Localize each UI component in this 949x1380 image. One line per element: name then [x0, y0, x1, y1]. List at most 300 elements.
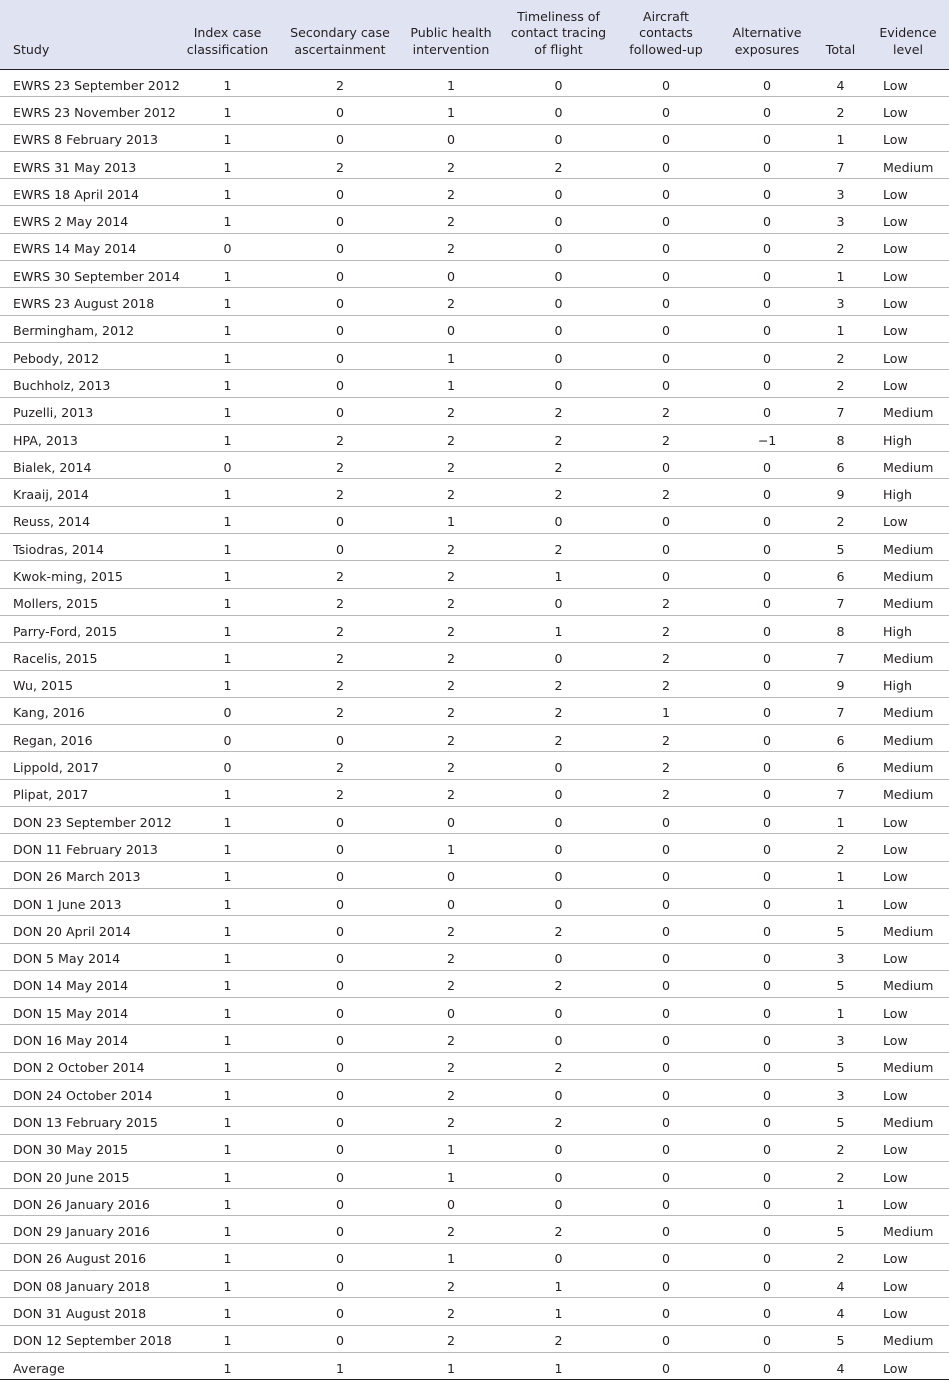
cell-study: Regan, 2016 — [13, 732, 93, 748]
cell-study: EWRS 2 May 2014 — [13, 214, 129, 230]
cell-total: 2 — [836, 841, 845, 857]
cell-secondary-case: 0 — [335, 323, 344, 339]
cell-public-health: 1 — [446, 1251, 455, 1267]
cell-evidence-level: Medium — [883, 787, 934, 803]
table-row — [0, 1161, 949, 1188]
cell-total: 1 — [836, 1005, 845, 1021]
cell-timeliness: 1 — [554, 568, 563, 584]
cell-total: 5 — [836, 541, 845, 557]
cell-timeliness: 0 — [554, 186, 563, 202]
cell-total: 2 — [836, 514, 845, 530]
cell-total: 4 — [836, 1278, 845, 1294]
cell-alternative-exposures: 0 — [762, 814, 771, 830]
cell-alternative-exposures: 0 — [762, 241, 771, 257]
cell-index-case: 1 — [223, 1360, 232, 1376]
cell-alternative-exposures: 0 — [762, 350, 771, 366]
cell-alternative-exposures: 0 — [762, 1033, 771, 1049]
cell-evidence-level: Low — [883, 869, 908, 885]
cell-study: Kwok-ming, 2015 — [13, 568, 123, 584]
cell-alternative-exposures: 0 — [762, 77, 771, 93]
cell-total: 1 — [836, 896, 845, 912]
cell-evidence-level: Medium — [883, 1224, 934, 1240]
cell-public-health: 1 — [446, 1169, 455, 1185]
cell-secondary-case: 0 — [335, 241, 344, 257]
cell-aircraft-contacts: 0 — [661, 514, 670, 530]
cell-study: DON 16 May 2014 — [13, 1033, 129, 1049]
cell-aircraft-contacts: 1 — [661, 705, 670, 721]
cell-alternative-exposures: 0 — [762, 1087, 771, 1103]
cell-total: 7 — [836, 705, 845, 721]
cell-timeliness: 0 — [554, 1005, 563, 1021]
cell-index-case: 1 — [223, 350, 232, 366]
cell-index-case: 1 — [223, 377, 232, 393]
cell-aircraft-contacts: 0 — [661, 459, 670, 475]
cell-total: 4 — [836, 1306, 845, 1321]
cell-alternative-exposures: −1 — [757, 432, 777, 448]
cell-total: 9 — [836, 678, 845, 694]
cell-secondary-case: 0 — [335, 1333, 344, 1349]
cell-timeliness: 1 — [554, 1306, 563, 1321]
cell-total: 1 — [836, 814, 845, 830]
cell-study: Lippold, 2017 — [13, 760, 99, 776]
cell-secondary-case: 0 — [335, 1142, 344, 1158]
cell-evidence-level: Low — [883, 214, 908, 230]
cell-aircraft-contacts: 2 — [661, 732, 670, 748]
cell-total: 3 — [836, 1033, 845, 1049]
cell-secondary-case: 2 — [335, 623, 344, 639]
cell-timeliness: 0 — [554, 760, 563, 776]
table-row — [0, 888, 949, 915]
cell-secondary-case: 0 — [335, 1224, 344, 1240]
cell-index-case: 1 — [223, 1278, 232, 1294]
cell-total: 5 — [836, 1333, 845, 1349]
cell-total: 1 — [836, 1196, 845, 1212]
cell-alternative-exposures: 0 — [762, 1306, 771, 1321]
cell-alternative-exposures: 0 — [762, 132, 771, 148]
cell-secondary-case: 2 — [335, 432, 344, 448]
cell-timeliness: 1 — [554, 1278, 563, 1294]
cell-study: EWRS 8 February 2013 — [13, 132, 159, 148]
cell-index-case: 1 — [223, 678, 232, 694]
cell-timeliness: 2 — [554, 459, 563, 475]
cell-evidence-level: Low — [883, 377, 908, 393]
cell-evidence-level: Medium — [883, 650, 934, 666]
cell-alternative-exposures: 0 — [762, 705, 771, 721]
cell-index-case: 1 — [223, 1306, 232, 1321]
cell-evidence-level: Low — [883, 1306, 908, 1321]
cell-study: EWRS 14 May 2014 — [13, 241, 137, 257]
table-row — [0, 342, 949, 369]
cell-public-health: 1 — [446, 841, 455, 857]
cell-aircraft-contacts: 0 — [661, 1251, 670, 1267]
cell-public-health: 0 — [446, 1196, 455, 1212]
cell-timeliness: 2 — [554, 1333, 563, 1349]
cell-aircraft-contacts: 0 — [661, 869, 670, 885]
table-row — [0, 943, 949, 970]
cell-alternative-exposures: 0 — [762, 650, 771, 666]
cell-aircraft-contacts: 2 — [661, 678, 670, 694]
cell-study: HPA, 2013 — [13, 432, 78, 448]
cell-public-health: 1 — [446, 350, 455, 366]
table-row — [0, 261, 949, 288]
cell-timeliness: 0 — [554, 350, 563, 366]
cell-public-health: 0 — [446, 132, 455, 148]
cell-public-health: 1 — [446, 377, 455, 393]
cell-aircraft-contacts: 0 — [661, 1060, 670, 1076]
cell-timeliness: 0 — [554, 377, 563, 393]
cell-total: 3 — [836, 214, 845, 230]
cell-aircraft-contacts: 0 — [661, 296, 670, 312]
cell-total: 5 — [836, 1224, 845, 1240]
cell-index-case: 1 — [223, 841, 232, 857]
cell-aircraft-contacts: 0 — [661, 132, 670, 148]
cell-index-case: 1 — [223, 978, 232, 994]
cell-study: DON 24 October 2014 — [13, 1087, 153, 1103]
cell-secondary-case: 0 — [335, 841, 344, 857]
cell-secondary-case: 0 — [335, 296, 344, 312]
cell-index-case: 1 — [223, 541, 232, 557]
cell-study: DON 14 May 2014 — [13, 978, 129, 994]
table-row — [0, 970, 949, 997]
cell-index-case: 1 — [223, 159, 232, 175]
cell-aircraft-contacts: 0 — [661, 1114, 670, 1130]
cell-alternative-exposures: 0 — [762, 1333, 771, 1349]
cell-secondary-case: 2 — [335, 159, 344, 175]
cell-index-case: 1 — [223, 650, 232, 666]
cell-total: 3 — [836, 296, 845, 312]
table-row — [0, 370, 949, 397]
cell-study: Buchholz, 2013 — [13, 377, 111, 393]
cell-aircraft-contacts: 0 — [661, 541, 670, 557]
cell-timeliness: 2 — [554, 732, 563, 748]
cell-index-case: 1 — [223, 514, 232, 530]
table-row — [0, 998, 949, 1025]
cell-public-health: 2 — [446, 732, 455, 748]
cell-secondary-case: 2 — [335, 678, 344, 694]
cell-study: DON 26 March 2013 — [13, 869, 141, 885]
cell-evidence-level: Medium — [883, 1060, 934, 1076]
cell-evidence-level: Medium — [883, 978, 934, 994]
cell-index-case: 1 — [223, 1251, 232, 1267]
cell-evidence-level: Low — [883, 1251, 908, 1267]
cell-evidence-level: Medium — [883, 541, 934, 557]
cell-index-case: 1 — [223, 1033, 232, 1049]
cell-study: Pebody, 2012 — [13, 350, 100, 366]
cell-secondary-case: 0 — [335, 978, 344, 994]
cell-index-case: 1 — [223, 268, 232, 284]
cell-study: Parry-Ford, 2015 — [13, 623, 118, 639]
cell-evidence-level: Low — [883, 1196, 908, 1212]
cell-alternative-exposures: 0 — [762, 159, 771, 175]
cell-evidence-level: Medium — [883, 705, 934, 721]
cell-total: 1 — [836, 323, 845, 339]
cell-alternative-exposures: 0 — [762, 323, 771, 339]
cell-secondary-case: 0 — [335, 1114, 344, 1130]
cell-study: DON 2 October 2014 — [13, 1060, 145, 1076]
cell-total: 2 — [836, 377, 845, 393]
cell-evidence-level: Low — [883, 1033, 908, 1049]
cell-public-health: 2 — [446, 1060, 455, 1076]
cell-timeliness: 0 — [554, 514, 563, 530]
cell-timeliness: 2 — [554, 487, 563, 503]
cell-study: Wu, 2015 — [13, 678, 74, 694]
cell-index-case: 1 — [223, 132, 232, 148]
table-row — [0, 561, 949, 588]
cell-secondary-case: 2 — [335, 77, 344, 93]
cell-timeliness: 0 — [554, 268, 563, 284]
table-row — [0, 834, 949, 861]
cell-public-health: 0 — [446, 1005, 455, 1021]
cell-study: DON 30 May 2015 — [13, 1142, 129, 1158]
cell-secondary-case: 0 — [335, 268, 344, 284]
cell-public-health: 2 — [446, 432, 455, 448]
cell-secondary-case: 0 — [335, 186, 344, 202]
cell-study: Tsiodras, 2014 — [13, 541, 104, 557]
cell-public-health: 2 — [446, 1278, 455, 1294]
cell-total: 3 — [836, 186, 845, 202]
cell-timeliness: 0 — [554, 650, 563, 666]
cell-evidence-level: Low — [883, 1142, 908, 1158]
table-row — [0, 1052, 949, 1079]
cell-public-health: 2 — [446, 296, 455, 312]
cell-evidence-level: Low — [883, 77, 908, 93]
cell-study: Mollers, 2015 — [13, 596, 99, 612]
cell-evidence-level: Medium — [883, 732, 934, 748]
cell-total: 3 — [836, 1087, 845, 1103]
cell-evidence-level: Low — [883, 268, 908, 284]
table-row — [0, 534, 949, 561]
cell-study: DON 1 June 2013 — [13, 896, 122, 912]
cell-total: 5 — [836, 978, 845, 994]
cell-index-case: 0 — [223, 705, 232, 721]
cell-secondary-case: 0 — [335, 951, 344, 967]
cell-study: Reuss, 2014 — [13, 514, 91, 530]
header-timeliness: Timeliness of contact tracing of flight — [510, 8, 607, 57]
cell-secondary-case: 2 — [335, 760, 344, 776]
cell-evidence-level: Low — [883, 132, 908, 148]
cell-evidence-level: Low — [883, 1087, 908, 1103]
cell-timeliness: 2 — [554, 705, 563, 721]
cell-aircraft-contacts: 0 — [661, 214, 670, 230]
cell-aircraft-contacts: 0 — [661, 350, 670, 366]
cell-public-health: 2 — [446, 705, 455, 721]
cell-evidence-level: Low — [883, 1278, 908, 1294]
cell-public-health: 2 — [446, 760, 455, 776]
cell-alternative-exposures: 0 — [762, 760, 771, 776]
cell-public-health: 2 — [446, 1087, 455, 1103]
cell-evidence-level: Medium — [883, 1333, 934, 1349]
table-row — [0, 1134, 949, 1161]
cell-total: 6 — [836, 760, 845, 776]
cell-public-health: 2 — [446, 214, 455, 230]
cell-evidence-level: Low — [883, 350, 908, 366]
cell-alternative-exposures: 0 — [762, 1114, 771, 1130]
cell-index-case: 1 — [223, 1060, 232, 1076]
cell-public-health: 2 — [446, 678, 455, 694]
cell-alternative-exposures: 0 — [762, 1278, 771, 1294]
cell-secondary-case: 0 — [335, 869, 344, 885]
cell-timeliness: 0 — [554, 296, 563, 312]
cell-total: 8 — [836, 432, 845, 448]
cell-study: EWRS 18 April 2014 — [13, 186, 140, 202]
cell-aircraft-contacts: 0 — [661, 951, 670, 967]
cell-alternative-exposures: 0 — [762, 104, 771, 120]
cell-aircraft-contacts: 2 — [661, 432, 670, 448]
cell-public-health: 2 — [446, 568, 455, 584]
cell-study: Bermingham, 2012 — [13, 323, 135, 339]
cell-index-case: 1 — [223, 405, 232, 421]
cell-secondary-case: 1 — [335, 1360, 344, 1376]
cell-total: 1 — [836, 268, 845, 284]
cell-evidence-level: Low — [883, 323, 908, 339]
cell-alternative-exposures: 0 — [762, 841, 771, 857]
header-secondary-case: Secondary case ascertainment — [290, 25, 390, 57]
cell-total: 7 — [836, 650, 845, 666]
cell-aircraft-contacts: 2 — [661, 405, 670, 421]
cell-index-case: 1 — [223, 1114, 232, 1130]
table-row — [0, 424, 949, 451]
cell-secondary-case: 0 — [335, 350, 344, 366]
cell-index-case: 1 — [223, 814, 232, 830]
cell-aircraft-contacts: 0 — [661, 1333, 670, 1349]
cell-index-case: 1 — [223, 1142, 232, 1158]
cell-aircraft-contacts: 2 — [661, 623, 670, 639]
cell-total: 6 — [836, 732, 845, 748]
cell-index-case: 1 — [223, 323, 232, 339]
cell-public-health: 2 — [446, 1306, 455, 1321]
cell-timeliness: 2 — [554, 1224, 563, 1240]
cell-timeliness: 0 — [554, 1251, 563, 1267]
cell-total: 6 — [836, 568, 845, 584]
cell-study: DON 13 February 2015 — [13, 1114, 158, 1130]
cell-alternative-exposures: 0 — [762, 869, 771, 885]
cell-public-health: 2 — [446, 1033, 455, 1049]
cell-alternative-exposures: 0 — [762, 732, 771, 748]
cell-aircraft-contacts: 0 — [661, 568, 670, 584]
cell-alternative-exposures: 0 — [762, 1142, 771, 1158]
cell-evidence-level: Low — [883, 1169, 908, 1185]
cell-timeliness: 0 — [554, 77, 563, 93]
table-row — [0, 643, 949, 670]
cell-public-health: 0 — [446, 869, 455, 885]
cell-aircraft-contacts: 0 — [661, 186, 670, 202]
table-row — [0, 233, 949, 260]
cell-timeliness: 2 — [554, 405, 563, 421]
cell-study: Kang, 2016 — [13, 705, 85, 721]
cell-timeliness: 0 — [554, 1033, 563, 1049]
cell-index-case: 1 — [223, 186, 232, 202]
cell-public-health: 2 — [446, 787, 455, 803]
cell-aircraft-contacts: 0 — [661, 268, 670, 284]
cell-total: 8 — [836, 623, 845, 639]
cell-index-case: 1 — [223, 1333, 232, 1349]
cell-study: DON 31 August 2018 — [13, 1306, 147, 1321]
table-row — [0, 206, 949, 233]
cell-secondary-case: 2 — [335, 650, 344, 666]
cell-total: 5 — [836, 1114, 845, 1130]
cell-total: 4 — [836, 77, 845, 93]
cell-aircraft-contacts: 0 — [661, 978, 670, 994]
cell-timeliness: 0 — [554, 1087, 563, 1103]
cell-evidence-level: Medium — [883, 1114, 934, 1130]
cell-timeliness: 0 — [554, 814, 563, 830]
cell-secondary-case: 2 — [335, 596, 344, 612]
table-row — [0, 124, 949, 151]
cell-study: DON 29 January 2016 — [13, 1224, 150, 1240]
table-row — [0, 588, 949, 615]
table-row — [0, 861, 949, 888]
cell-alternative-exposures: 0 — [762, 978, 771, 994]
cell-evidence-level: Low — [883, 186, 908, 202]
cell-aircraft-contacts: 0 — [661, 1033, 670, 1049]
cell-index-case: 1 — [223, 1169, 232, 1185]
cell-evidence-level: Low — [883, 814, 908, 830]
cell-study: DON 26 January 2016 — [13, 1196, 150, 1212]
table-row — [0, 151, 949, 178]
cell-study: DON 12 September 2018 — [13, 1333, 172, 1349]
cell-alternative-exposures: 0 — [762, 541, 771, 557]
cell-alternative-exposures: 0 — [762, 459, 771, 475]
cell-total: 7 — [836, 405, 845, 421]
table-row — [0, 1025, 949, 1052]
cell-timeliness: 0 — [554, 596, 563, 612]
cell-timeliness: 0 — [554, 104, 563, 120]
cell-timeliness: 2 — [554, 1060, 563, 1076]
cell-study: EWRS 23 August 2018 — [13, 296, 155, 312]
cell-index-case: 1 — [223, 1005, 232, 1021]
cell-secondary-case: 2 — [335, 459, 344, 475]
cell-index-case: 1 — [223, 296, 232, 312]
cell-secondary-case: 0 — [335, 1060, 344, 1076]
cell-timeliness: 2 — [554, 678, 563, 694]
cell-secondary-case: 0 — [335, 1306, 344, 1321]
cell-public-health: 1 — [446, 77, 455, 93]
cell-timeliness: 2 — [554, 432, 563, 448]
table-row — [0, 452, 949, 479]
cell-total: 7 — [836, 787, 845, 803]
cell-index-case: 1 — [223, 596, 232, 612]
table-row — [0, 1079, 949, 1106]
cell-public-health: 0 — [446, 268, 455, 284]
cell-aircraft-contacts: 0 — [661, 241, 670, 257]
cell-secondary-case: 0 — [335, 377, 344, 393]
cell-evidence-level: High — [883, 678, 912, 694]
cell-public-health: 1 — [446, 514, 455, 530]
cell-study: EWRS 23 November 2012 — [13, 104, 176, 120]
cell-timeliness: 0 — [554, 951, 563, 967]
cell-evidence-level: Low — [883, 1360, 908, 1376]
cell-index-case: 1 — [223, 869, 232, 885]
cell-total: 2 — [836, 350, 845, 366]
cell-alternative-exposures: 0 — [762, 787, 771, 803]
cell-index-case: 1 — [223, 787, 232, 803]
cell-evidence-level: High — [883, 623, 912, 639]
cell-aircraft-contacts: 0 — [661, 159, 670, 175]
cell-evidence-level: Low — [883, 296, 908, 312]
cell-timeliness: 2 — [554, 923, 563, 939]
cell-alternative-exposures: 0 — [762, 487, 771, 503]
cell-secondary-case: 0 — [335, 1196, 344, 1212]
cell-alternative-exposures: 0 — [762, 296, 771, 312]
cell-study: DON 08 January 2018 — [13, 1278, 150, 1294]
cell-index-case: 0 — [223, 459, 232, 475]
header-study: Study — [13, 41, 50, 57]
cell-evidence-level: Low — [883, 841, 908, 857]
cell-aircraft-contacts: 0 — [661, 1278, 670, 1294]
table-row — [0, 1352, 949, 1379]
cell-timeliness: 0 — [554, 1142, 563, 1158]
cell-study: DON 23 September 2012 — [13, 814, 172, 830]
